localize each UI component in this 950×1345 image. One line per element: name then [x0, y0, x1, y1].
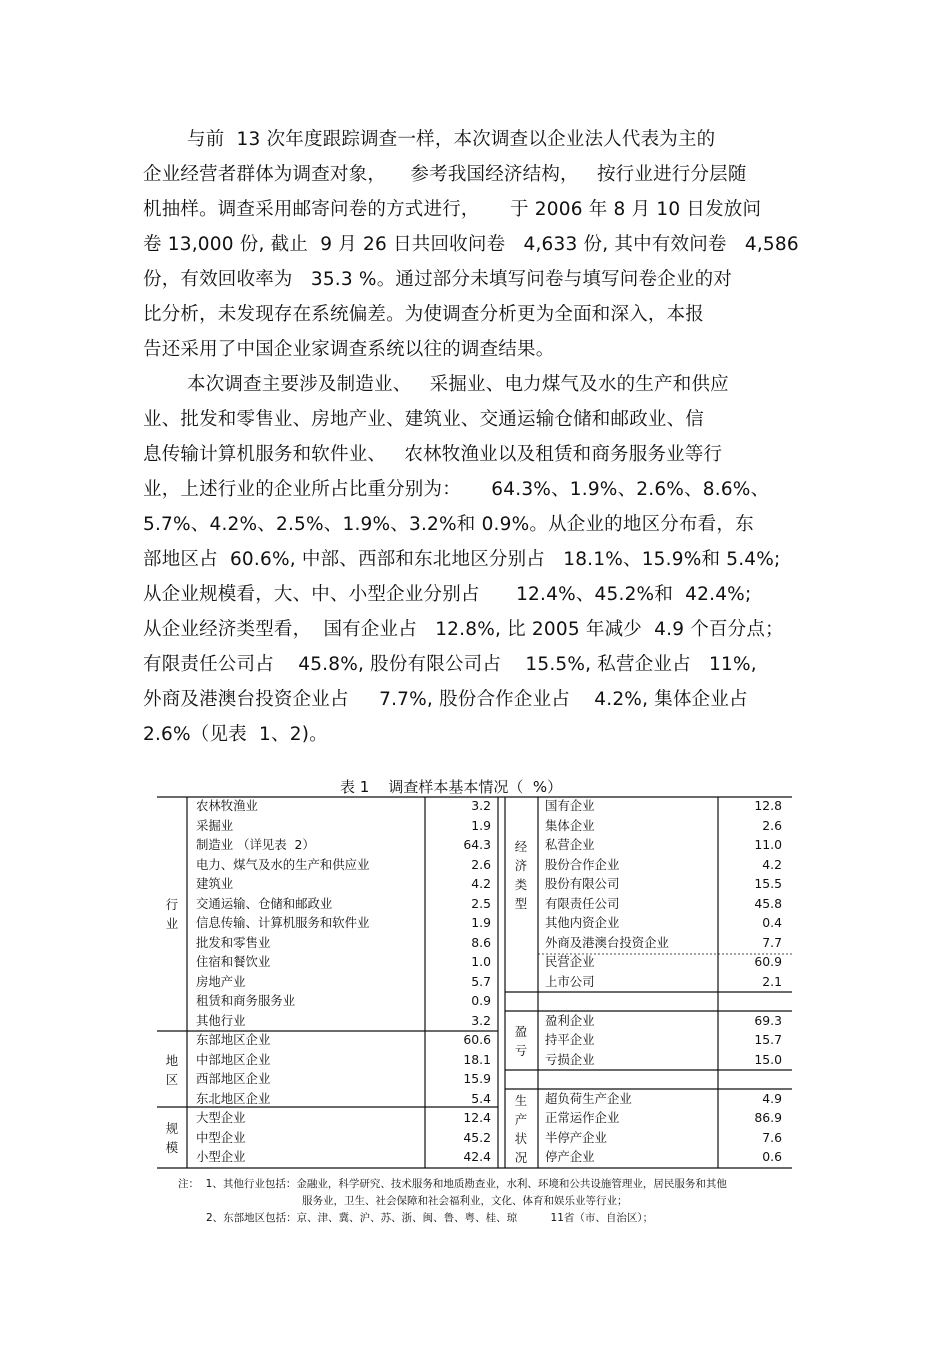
table-row-value: 4.2 — [471, 876, 491, 891]
table-row-label: 中型企业 — [196, 1129, 246, 1145]
table-row-label: 半停产企业 — [545, 1129, 607, 1145]
table-row-value: 15.9 — [463, 1071, 491, 1086]
paragraph-line: 业、批发和零售业、房地产业、建筑业、交通运输仓储和邮政业、信 — [143, 409, 705, 430]
paragraph-line: 份，有效回收率为 35.3 %。通过部分未填写问卷与填写问卷企业的对 — [143, 269, 732, 290]
table-row-value: 8.6 — [471, 934, 491, 950]
paragraph-line: 从企业规模看，大、中、小型企业分别占 12.4%、45.2%和 42.4%; — [143, 584, 752, 605]
table-group-label: 经 济 类 型 — [514, 839, 528, 911]
table-row-label: 住宿和餐饮业 — [196, 954, 271, 969]
table-row-label: 租赁和商务服务业 — [196, 993, 296, 1008]
table-row-value: 60.9 — [754, 954, 782, 969]
table-row-label: 集体企业 — [545, 817, 595, 833]
table-row-value: 1.9 — [471, 817, 491, 833]
table-caption: 表 1 调查样本基本情况（ %） — [340, 778, 563, 796]
paragraph-line: 从企业经济类型看， 国有企业占 12.8%, 比 2005 年减少 4.9 个百分点； — [143, 619, 784, 640]
table-row-label: 国有企业 — [545, 798, 595, 813]
table-row-label: 股份有限公司 — [545, 876, 620, 891]
table-row-label: 采掘业 — [196, 817, 234, 833]
table-row-value: 18.1 — [463, 1051, 491, 1067]
table-row-value: 0.6 — [762, 1149, 782, 1164]
table-row-label: 中部地区企业 — [196, 1051, 271, 1067]
table-row-label: 电力、煤气及水的生产和供应业 — [196, 856, 370, 872]
table-row-value: 3.2 — [471, 1012, 491, 1028]
table-row-label: 东部地区企业 — [196, 1032, 271, 1047]
paragraph-line: 与前 13 次年度跟踪调查一样，本次调查以企业法人代表为主的 — [187, 129, 716, 150]
table-row-label: 房地产业 — [196, 973, 246, 989]
table-group-label: 盈 亏 — [514, 1023, 528, 1058]
table-row-value: 2.6 — [762, 817, 782, 833]
table-row-value: 45.2 — [463, 1129, 491, 1145]
table-row-value: 2.1 — [762, 973, 782, 989]
table-group-label: 地 区 — [165, 1053, 179, 1087]
table-note: 注： 1、其他行业包括：金融业，科学研究、技术服务和地质勘查业，水利、环境和公共设施管理业，居民服务和其他 — [178, 1178, 727, 1190]
table-row-label: 正常运作企业 — [545, 1110, 620, 1125]
table-row-value: 1.9 — [471, 915, 491, 930]
table-row-label: 民营企业 — [545, 954, 595, 969]
table-row-label: 上市公司 — [545, 973, 595, 989]
table-row-label: 其他行业 — [196, 1012, 246, 1028]
table-row-label: 信息传输、计算机服务和软件业 — [196, 915, 370, 930]
table-row-label: 交通运输、仓储和邮政业 — [196, 895, 333, 911]
table-row-label: 其他内资企业 — [545, 915, 620, 930]
table-row-value: 45.8 — [754, 895, 782, 911]
table-row-value: 7.7 — [762, 934, 782, 950]
table-row-value: 2.6 — [471, 856, 491, 872]
table-row-value: 2.5 — [471, 895, 491, 911]
table-row-value: 0.9 — [471, 993, 491, 1008]
table-row-label: 有限责任公司 — [545, 895, 620, 911]
table-row-value: 4.2 — [762, 856, 782, 872]
table-note: 服务业，卫生、社会保障和社会福利业，文化、体育和娱乐业等行业； — [302, 1195, 628, 1207]
body-text — [143, 122, 813, 752]
paragraph-line: 业，上述行业的企业所占比重分别为： 64.3%、1.9%、2.6%、8.6%、 — [143, 479, 770, 500]
table-row-label: 小型企业 — [196, 1149, 246, 1164]
table-row-value: 5.4 — [471, 1090, 491, 1106]
table-row-value: 86.9 — [754, 1110, 782, 1125]
table-row-label: 超负荷生产企业 — [545, 1090, 632, 1106]
table-row-value: 15.7 — [754, 1032, 782, 1047]
table-row-label: 东北地区企业 — [196, 1090, 271, 1106]
table-row-label: 大型企业 — [196, 1110, 246, 1125]
table-row-value: 1.0 — [471, 954, 491, 969]
paragraph-line: 比分析，未发现存在系统偏差。为使调查分析更为全面和深入，本报 — [143, 304, 705, 325]
table-row-value: 15.0 — [754, 1051, 782, 1067]
table-row-label: 私营企业 — [545, 837, 595, 852]
table-row-value: 12.8 — [754, 798, 782, 813]
table-row-value: 11.0 — [754, 837, 782, 852]
table-row-value: 69.3 — [754, 1012, 782, 1028]
paragraph-line: 告还采用了中国企业家调查系统以往的调查结果。 — [143, 339, 555, 360]
paragraph-line: 部地区占 60.6%, 中部、西部和东北地区分别占 18.1%、15.9%和 5.4%; — [143, 549, 781, 570]
paragraph-line: 2.6%（见表 1、2)。 — [143, 724, 328, 745]
paragraph-line: 外商及港澳台投资企业占 7.7%, 股份合作企业占 4.2%, 集体企业占 — [143, 689, 748, 710]
paragraph-line: 机抽样。调查采用邮寄问卷的方式进行， 于 2006 年 8 月 10 日发放问 — [143, 199, 762, 220]
table-group-label: 生 产 状 况 — [514, 1092, 528, 1165]
table-row-value: 15.5 — [754, 876, 782, 891]
table-row-label: 西部地区企业 — [196, 1071, 271, 1086]
table-row-value: 12.4 — [463, 1110, 491, 1125]
table-group-label: 行 业 — [165, 897, 179, 931]
table-row-label: 外商及港澳台投资企业 — [545, 934, 669, 950]
table-row-label: 亏损企业 — [545, 1051, 595, 1067]
table-row-label: 批发和零售业 — [196, 934, 271, 950]
table-row-value: 42.4 — [463, 1149, 491, 1164]
paragraph-line: 有限责任公司占 45.8%, 股份有限公司占 15.5%, 私营企业占 11%, — [143, 654, 757, 675]
paragraph-line: 息传输计算机服务和软件业、 农林牧渔业以及租赁和商务服务业等行 — [143, 444, 723, 465]
paragraph-line: 卷 13,000 份, 截止 9 月 26 日共回收问卷 4,633 份, 其中有效问卷 4,586 — [143, 234, 799, 255]
table-row-value: 64.3 — [463, 837, 491, 852]
table-row-label: 农林牧渔业 — [196, 798, 258, 813]
table-row-label: 股份合作企业 — [545, 856, 620, 872]
table-row-label: 建筑业 — [196, 876, 234, 891]
table-row-label: 制造业 （详见表 2） — [196, 837, 315, 852]
table-row-value: 3.2 — [471, 798, 491, 813]
paragraph-line: 企业经营者群体为调查对象， 参考我国经济结构， 按行业进行分层随 — [143, 164, 747, 185]
table-row-label: 停产企业 — [545, 1149, 595, 1164]
paragraph-line: 5.7%、4.2%、2.5%、1.9%、3.2%和 0.9%。从企业的地区分布看，东 — [143, 514, 754, 535]
table-row-value: 5.7 — [471, 973, 491, 989]
table-note: 2、东部地区包括：京、津、冀、沪、苏、浙、闽、鲁、粤、桂、琼 11省（市、自治区）； — [206, 1212, 654, 1224]
table-group-label: 规 模 — [165, 1121, 179, 1156]
table-row-value: 7.6 — [762, 1129, 782, 1145]
table-row-value: 4.9 — [762, 1090, 782, 1106]
paragraph-line: 本次调查主要涉及制造业、 采掘业、电力煤气及水的生产和供应 — [187, 374, 729, 395]
table-row-value: 0.4 — [762, 915, 782, 930]
table-row-value: 60.6 — [463, 1032, 491, 1047]
table-row-label: 持平企业 — [545, 1032, 595, 1047]
table-row-label: 盈利企业 — [545, 1012, 595, 1028]
